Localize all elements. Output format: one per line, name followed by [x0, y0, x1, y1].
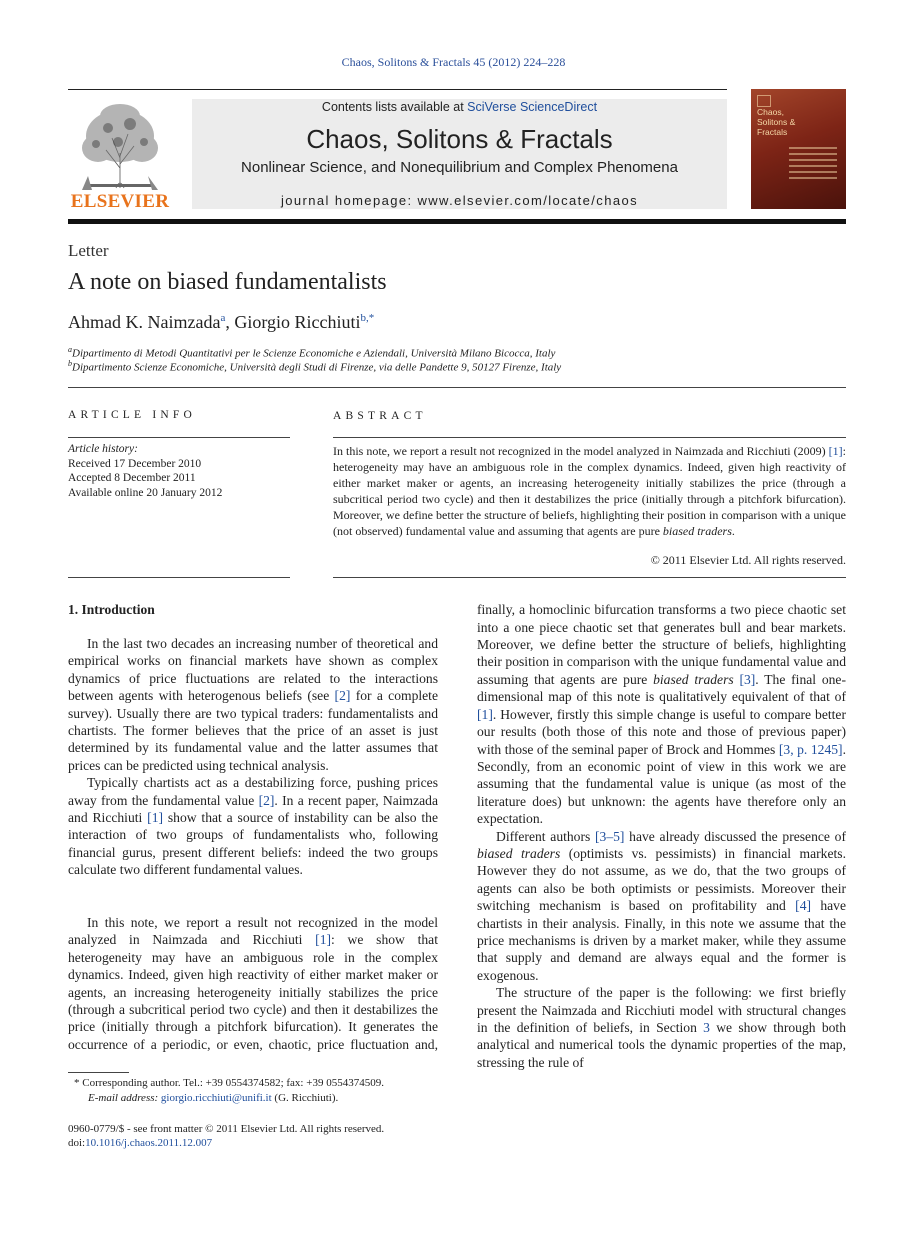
p4-text-c: (optimists vs. pessimists) in financial markets. However they do not assume, as we do, that the two groups of agents can also be both optimists or pessimists. Moreover their switching mechanism is based on profitability and: [477, 845, 846, 914]
p2-ref-1[interactable]: [1]: [147, 810, 164, 826]
intro-right-column: [477, 601, 846, 1111]
p3-text-c: . The final one-dimensional map of this note is qualitatively equivalent of that of: [477, 671, 846, 705]
author1-affil-mark[interactable]: a: [220, 312, 226, 324]
p4-text-a: Different authors: [496, 828, 596, 844]
affiliation-a: [68, 345, 555, 360]
email-link[interactable]: giorgio.ricchiuti@unifi.it: [160, 1092, 272, 1104]
p2-text-b: . In a recent paper, Naimzada and Ricchiuti: [68, 792, 438, 826]
contents-line: [192, 100, 727, 114]
received-date: Received 17 December 2010: [68, 457, 202, 470]
intro-paragraph-1: [68, 635, 438, 774]
p3-ref-3[interactable]: [3]: [739, 671, 756, 687]
cover-logo-icon: [757, 95, 771, 107]
abstract-part3: .: [731, 524, 735, 538]
p3-continuation: [477, 601, 846, 1071]
p1-ref-2[interactable]: [2]: [334, 688, 351, 704]
intro-paragraph-4: [477, 828, 846, 985]
p3-ref-3-page[interactable]: [3, p. 1245]: [778, 741, 843, 757]
p3-text-b: : we show that heterogeneity may have an ambiguous role in the complex dynamics. Indeed, given high reactivity of either market maker or agents, an increasing heterogeneity initially stabilizes the price (through a subcritical period two cycle) and then it destabilizes the price (initially through a pitchfork bifurcation). It generates the occurrence of a periodic, or even, chaotic, price fluctuation and,: [68, 932, 438, 1052]
abstract-part1: In this note, we report a result not recognized in the model analyzed in Naimzada and Ricchiuti (2009): [333, 444, 829, 458]
article-info-rule: [68, 437, 290, 438]
p5-text-a: The structure of the paper is the following: we first briefly present the Naimzada and Ricchiuti model with structural changes in the definition of beliefs, in Section: [477, 985, 846, 1035]
intro-paragraph-2: [68, 774, 438, 878]
journal-citation[interactable]: Chaos, Solitons & Fractals 45 (2012) 224–228: [341, 55, 566, 69]
p3-text-d: . However, firstly this simple change is useful to compare better our results (both those of this note and those of previous paper) with those of the seminal paper of Brock and Hommes: [477, 706, 846, 757]
abstract-emphasis: biased traders: [662, 524, 732, 538]
affiliation-b-text: Dipartimento Scienze Economiche, Università degli Studi di Firenze, via delle Pandette 9, 50127 Firenze, Italy: [72, 361, 562, 374]
accepted-date: Accepted 8 December 2011: [68, 472, 196, 484]
p4-emphasis: biased traders: [477, 845, 561, 861]
journal-title: Chaos, Solitons & Fractals: [306, 124, 613, 154]
email-note: [88, 1091, 448, 1106]
doi-line: [68, 1136, 448, 1151]
cover-title: Chaos, Solitons & Fractals: [757, 107, 796, 137]
footnote-star: *: [74, 1077, 80, 1089]
header-thick-rule: [68, 219, 846, 224]
abstract-ref-1[interactable]: [1]: [828, 444, 843, 458]
p4-ref-4[interactable]: [4]: [795, 898, 812, 914]
p3-flow-b: finally, a homoclinic bifurcation transforms a two piece chaotic set into a one piece chaotic set that generates bull and bear markets. Moreover, we define better the structure of beliefs, highlighting their position in comparison with the unique fundamental value and assuming that agents are pure: [477, 602, 846, 687]
p2-text-a: Typically chartists act as a destabilizing force, pushing prices away from the fundamental value: [68, 775, 438, 808]
author-naimzada[interactable]: Ahmad K. Naimzada: [68, 312, 221, 332]
abstract-bottom-rule: [333, 577, 846, 578]
abstract-rule: [333, 437, 846, 438]
p4-ref-3-5[interactable]: [3–5]: [595, 828, 625, 844]
article-history-label: Article history:: [68, 443, 138, 455]
author-ricchiuti[interactable]: Giorgio Ricchiuti: [234, 312, 361, 332]
article-title: A note on biased fundamentalists: [68, 269, 387, 295]
footnote-rule: [68, 1072, 129, 1073]
author-separator: ,: [225, 312, 235, 332]
abstract-heading: ABSTRACT: [333, 410, 427, 422]
p4-text-d: have chartists in their analysis. Finally, in this note we assume that the price mechanisms is driven by a market maker, while they assume that supply and demand are always equal and the former is exogenous.: [477, 898, 846, 983]
journal-homepage[interactable]: journal homepage: www.elsevier.com/locate/chaos: [280, 193, 638, 208]
affiliation-b-mark: b: [68, 359, 72, 368]
p2-text-c: show that a source of instability can be also the interaction of two groups of fundamentalists who, following financial gurus, present different beliefs: indeed the two groups calculate two different fundamental values.: [68, 810, 439, 878]
abstract-part2: : heterogeneity may have an ambiguous role in the complex dynamics. Indeed, given high reactivity of either market maker or agents, an increasing heterogeneity initially stabilizes the price (through a subcritical period two cycle) and then it destabilizes the price (initially through a pitchfork bifurcation). Moreover, we define better the structure of beliefs, highlighting their position in comparison with a unique (not observed) fundamental value and assuming that agents are pure: [333, 444, 846, 538]
article-type: Letter: [68, 241, 109, 260]
p3-emphasis: biased traders: [653, 671, 734, 687]
affiliation-b: [68, 359, 561, 374]
p4-text-b: have already discussed the presence of: [624, 828, 846, 844]
intro-left-column-continued: [68, 914, 438, 1054]
intro-paragraph-3: [68, 914, 438, 1054]
doi-label: doi:: [68, 1137, 86, 1149]
article-info-heading: ARTICLE INFO: [68, 409, 196, 421]
article-history: [68, 442, 290, 500]
intro-left-column: [68, 635, 438, 879]
abstract-copyright: © 2011 Elsevier Ltd. All rights reserved.: [650, 553, 846, 567]
header-rule: [68, 89, 727, 90]
p1-text-b: for a complete survey). Usually there are two typical traders: fundamentalists and chartists. The former believes that the price of an asset is just determined by its fundamental value and the latter assumes that prices can be predicted using technical analysis.: [68, 688, 438, 773]
sciencedirect-link[interactable]: SciVerse ScienceDirect: [467, 100, 598, 114]
p3-ref-1b[interactable]: [1]: [477, 706, 493, 722]
email-label: E-mail address:: [88, 1092, 161, 1104]
p5-section-ref[interactable]: 3: [703, 1020, 710, 1035]
affiliation-a-mark: a: [68, 345, 72, 354]
affiliation-a-text: Dipartimento di Metodi Quantitativi per le Scienze Economiche e Aziendali, Università Milano Bicocca, Italy: [72, 347, 556, 360]
p1-text-a: In the last two decades an increasing number of theoretical and empirical works on financial markets have shown as complex dynamics of price fluctuations are related to the interactions between agents with heterogenous beliefs (see: [68, 636, 438, 704]
intro-heading: 1. Introduction: [68, 602, 155, 617]
footnote-contact: Corresponding author. Tel.: +39 0554374582; fax: +39 0554374509.: [79, 1077, 384, 1089]
p3-text-a: In this note, we report a result not recognized in the model analyzed in Naimzada and Ricchiuti: [68, 915, 438, 948]
corresponding-author-note: [74, 1076, 444, 1091]
journal-cover-image: [751, 89, 846, 209]
cover-text-lines: [789, 147, 837, 183]
title-block-rule: [68, 387, 846, 388]
online-date: Available online 20 January 2012: [68, 486, 223, 499]
author-list: [68, 312, 374, 333]
journal-subtitle: Nonlinear Science, and Nonequilibrium and Complex Phenomena: [241, 159, 678, 176]
author2-affil-mark[interactable]: b,*: [360, 312, 375, 324]
intro-paragraph-3-flow: [477, 601, 846, 828]
p3-ref-1[interactable]: [1]: [315, 932, 332, 948]
elsevier-wordmark: ELSEVIER: [70, 191, 170, 212]
intro-paragraph-5: [477, 984, 846, 1071]
article-info-bottom-rule: [68, 577, 290, 578]
abstract-text: [333, 443, 846, 539]
email-owner: (G. Ricchiuti).: [271, 1092, 339, 1104]
doi-link[interactable]: 10.1016/j.chaos.2011.12.007: [85, 1137, 213, 1149]
p2-ref-2[interactable]: [2]: [258, 792, 275, 808]
issn-line: 0960-0779/$ - see front matter © 2011 Elsevier Ltd. All rights reserved.: [68, 1123, 385, 1135]
p3-text-e: . Secondly, from an economic point of view in this work we are assuming that the fundamental value is unique (as most of the literature does) but unknown: the agents have therefore only an expectation.: [477, 741, 846, 827]
p5-text-b: we show through both analytical and numerical tools the dynamic properties of the map, stressing the rule of: [477, 1020, 846, 1070]
contents-prefix: Contents lists available at: [321, 100, 468, 114]
